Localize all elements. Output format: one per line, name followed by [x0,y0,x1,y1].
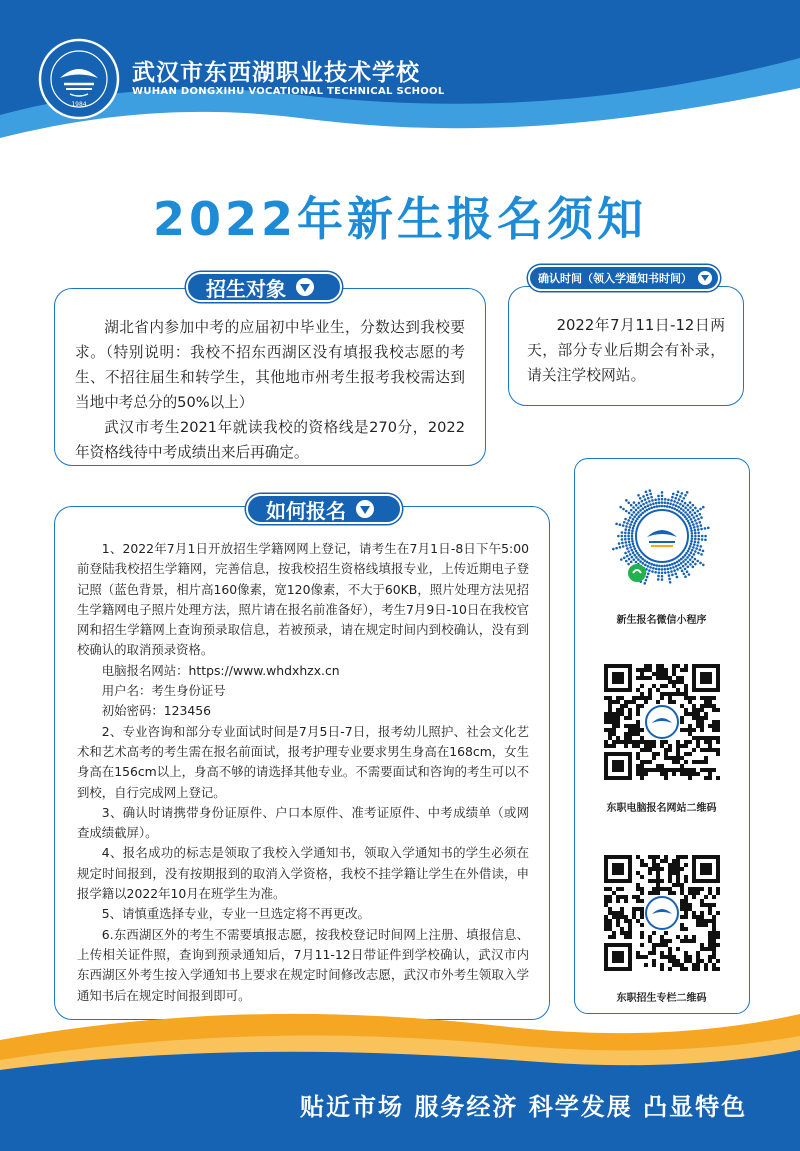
tab-admission-target [186,272,342,302]
apply-item: 1、2022年7月1日开放招生学籍网网上登记，请考生在7月1日-8日下午5:00前登陆我校招生学籍网，完善信息，按我校招生资格线填报专业，上传近期电子登记照（蓝色背景，相片高160像素，宽120像素，不大于60KB，照片处理方法见招生学籍网电子照片处理方法，照片请在报名前准备好），考生7月9日-10日在我校官网和招生学籍网上查询预录取信息，若被预录，请在规定时间内到校确认，没有到校确认的取消预录资格。 [77,541,529,658]
tab-how-to-apply [246,494,402,524]
apply-item: 3、确认时请携带身份证原件、户口本原件、准考证原件、中考成绩单（或网查成绩截屏）。 [77,804,529,841]
wechat-miniprogram-code-icon[interactable] [607,481,717,591]
footer-slogan: 贴近市场 服务经济 科学发展 凸显特色 [300,1092,748,1121]
apply-item: 5、请慎重选择专业，专业一旦选定将不再更改。 [101,906,370,922]
chevron-down-icon [354,498,376,520]
chevron-down-icon [696,269,714,287]
apply-username: 用户名：考生身份证号 [101,683,226,699]
school-name-en: WUHAN DONGXIHU VOCATIONAL TECHNICAL SCHOOL [132,86,445,97]
school-logo [38,38,120,120]
apply-item: 4、报名成功的标志是领取了我校入学通知书，领取入学通知书的学生必须在规定时间报到，没有按期报到的取消入学资格，我校不挂学籍让学生在外借读，申报学籍以2022年10月在班学生为准。 [77,845,529,902]
tab-label: 招生对象 [206,276,286,301]
how-to-apply-box [54,506,550,1020]
admission-paragraph-2: 武汉市考生2021年就读我校的资格线是270分，2022年资格线待中考成绩出来后再确定。 [75,419,465,461]
admission-paragraph-1: 湖北省内参加中考的应届初中毕业生，分数达到我校要求。（特别说明：我校不招东西湖区没有填报我校志愿的考生、不招往届生和转学生，其他地市州考生报考我校需达到当地中考总分的50%以上） [75,319,465,411]
qr-caption: 东职招生专栏二维码 [616,993,707,1004]
tab-label: 如何报名 [266,498,346,523]
apply-website: 电脑报名网站：https://www.whdxhzx.cn [101,662,340,678]
apply-item: 6.东西湖区外的考生不需要填报志愿，按我校登记时间网上注册、填报信息、上传相关证件照，查询到预录通知后，7月11-12日带证件到学校确认，武汉市内东西湖区外考生按入学通知书上要求在规定时间修改志愿，武汉市外考生领取入学通知书后在规定时间报到即可。 [77,926,529,1003]
footer-banner [0,1000,800,1151]
chevron-down-icon [294,276,316,298]
confirm-time-text: 2022年7月11日-12日两天，部分专业后期会有补录，请关注学校网站。 [527,317,725,384]
qr-code-icon[interactable] [604,855,720,971]
tab-confirm-time [528,265,720,291]
logo-year: 1984 [71,101,87,108]
admission-target-box [54,288,486,466]
page-title: 2022年新生报名须知 [152,192,648,246]
qr-code-panel [574,458,750,1014]
tab-label: 确认时间（领入学通知书时间） [538,272,692,285]
confirm-time-box [508,286,744,406]
apply-item: 2、专业咨询和部分专业面试时间是7月5日-7日，报考幼儿照护、社会文化艺术和艺术高考的考生需在报名前面试，报考护理专业要求男生身高在168cm，女生身高在156cm以上，身高不够的请选择其他专业。不需要面试和咨询的考生可以不到校，自行完成网上登记。 [77,723,529,800]
qr-caption: 东职电脑报名网站二维码 [606,803,717,814]
qr-code-icon[interactable] [604,664,720,780]
apply-password: 初始密码：123456 [101,703,212,719]
qr-caption: 新生报名微信小程序 [616,615,707,626]
school-name-cn: 武汉市东西湖职业技术学校 [132,59,420,86]
